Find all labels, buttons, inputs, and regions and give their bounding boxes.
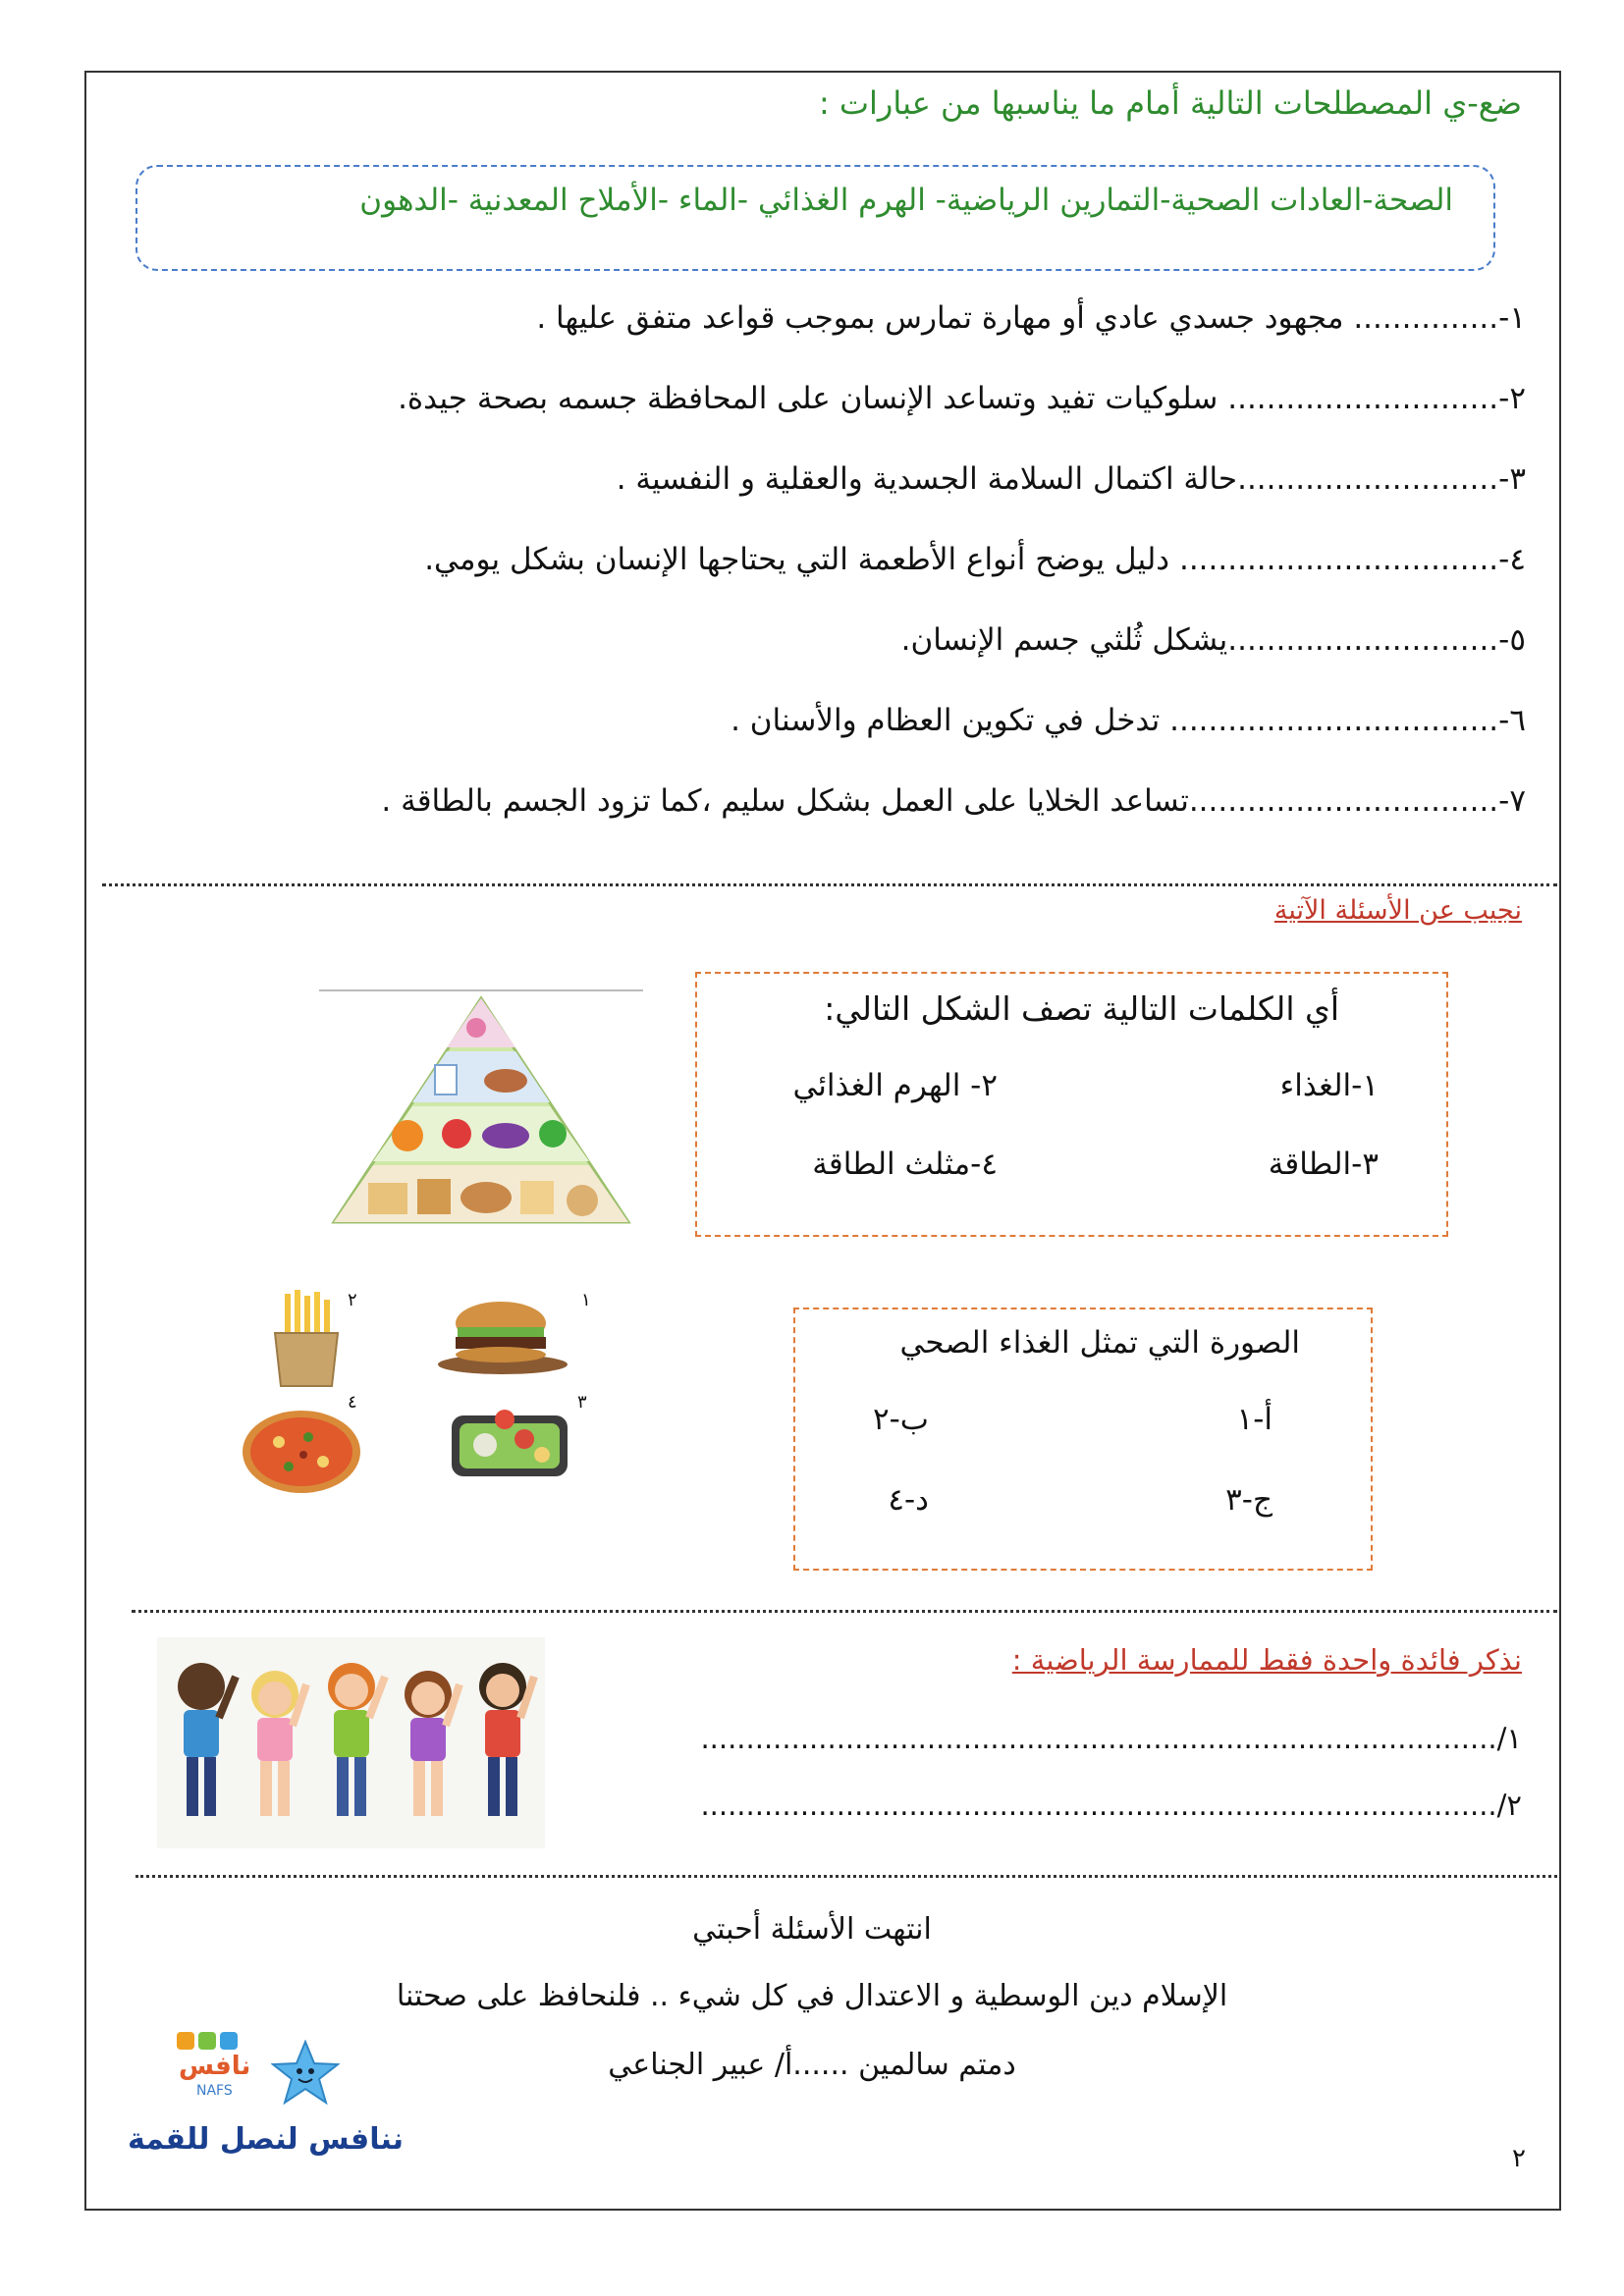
burger-image	[434, 1294, 571, 1378]
list-item: ٣-...........................حالة اكتمال السلامة الجسدية والعقلية و النفسية .	[616, 461, 1526, 497]
answer-line-2[interactable]: ٢/........................................................................................	[700, 1789, 1522, 1822]
image-number: ١	[581, 1290, 591, 1310]
section2-title: نجيب عن الأسئلة الآتية	[1273, 895, 1522, 926]
pizza-image	[240, 1408, 363, 1496]
q1-question: أي الكلمات التالية تصف الشكل التالي:	[824, 989, 1339, 1028]
q1-option-1: ١-الغذاء	[1279, 1068, 1379, 1103]
kids-exercising-image	[157, 1637, 545, 1848]
section3-title: نذكر فائدة واحدة فقط للممارسة الرياضية :	[1011, 1643, 1522, 1677]
q1-option-4: ٤-مثلث الطاقة	[812, 1147, 998, 1182]
milk-icon	[435, 1065, 457, 1095]
salad-box-image	[446, 1402, 573, 1482]
separator	[132, 1610, 1557, 1613]
nafs-english-text: NAFS	[196, 2083, 233, 2099]
grain-icon	[368, 1183, 407, 1214]
q2-option-c: ج-٣	[1225, 1482, 1272, 1518]
q1-option-2: ٢- الهرم الغذائي	[792, 1068, 998, 1103]
separator	[102, 883, 1557, 886]
page-number: ٢	[1512, 2144, 1526, 2173]
slogan-logo: ننافس لنصل للقمة	[128, 2122, 404, 2157]
fries-image	[265, 1290, 348, 1388]
list-item: ٢-............................ سلوكيات تفيد وتساعد الإنسان على المحافظة جسمه بصحة جيدة.	[398, 381, 1526, 416]
star-mascot-icon	[271, 2040, 340, 2105]
list-item: ٤-................................. دليل يوضح أنواع الأطعمة التي يحتاجها الإنسان بشكل يومي.	[424, 542, 1526, 577]
footer-line-3: دمتم سالمين ......أ/ عبير الجناعي	[608, 2048, 1016, 2082]
image-number: ٤	[348, 1392, 357, 1413]
q2-option-a: أ-١	[1236, 1402, 1272, 1437]
nafs-arabic-text: نافس	[179, 2052, 251, 2081]
treat-icon	[466, 1018, 486, 1038]
footer-line-1: انتهت الأسئلة أحبتي	[692, 1912, 932, 1947]
q1-option-3: ٣-الطاقة	[1268, 1147, 1379, 1182]
footer-line-2: الإسلام دين الوسطية و الاعتدال في كل شيء .. فلنحافظ على صحتنا	[396, 1979, 1228, 2013]
list-item: ٧-................................تساعد الخلايا على العمل بشكل سليم ،كما تزود الجسم بالطاقة .	[381, 783, 1526, 819]
fruit-icon	[392, 1120, 423, 1151]
list-item: ٥-............................يشكل ثُلثي جسم الإنسان.	[900, 622, 1526, 658]
q2-option-d: د-٤	[888, 1482, 929, 1518]
answer-line-1[interactable]: ١/........................................................................................	[700, 1722, 1522, 1755]
word-bank: الصحة-العادات الصحية-التمارين الرياضية- الهرم الغذائي -الماء -الأملاح المعدنية -الدهون	[359, 183, 1453, 218]
vegetable-icon	[482, 1123, 529, 1148]
section1-title: ضع-ي المصطلحات التالية أمام ما يناسبها من عبارات :	[818, 84, 1522, 122]
q2-question: الصورة التي تمثل الغذاء الصحي	[899, 1325, 1300, 1361]
nafs-logo	[173, 2032, 261, 2099]
list-item: ٦-.................................. تدخل في تكوين العظام والأسنان .	[731, 703, 1526, 738]
q2-option-b: ب-٢	[872, 1402, 929, 1437]
food-pyramid-image	[319, 987, 643, 1225]
separator	[135, 1875, 1557, 1878]
word-bank-box	[135, 165, 1495, 271]
list-item: ١-............... مجهود جسدي عادي أو مهارة تمارس بموجب قواعد متفق عليها .	[536, 300, 1526, 336]
image-number: ٢	[348, 1290, 357, 1310]
meat-icon	[484, 1069, 527, 1093]
image-number: ٣	[577, 1392, 587, 1413]
